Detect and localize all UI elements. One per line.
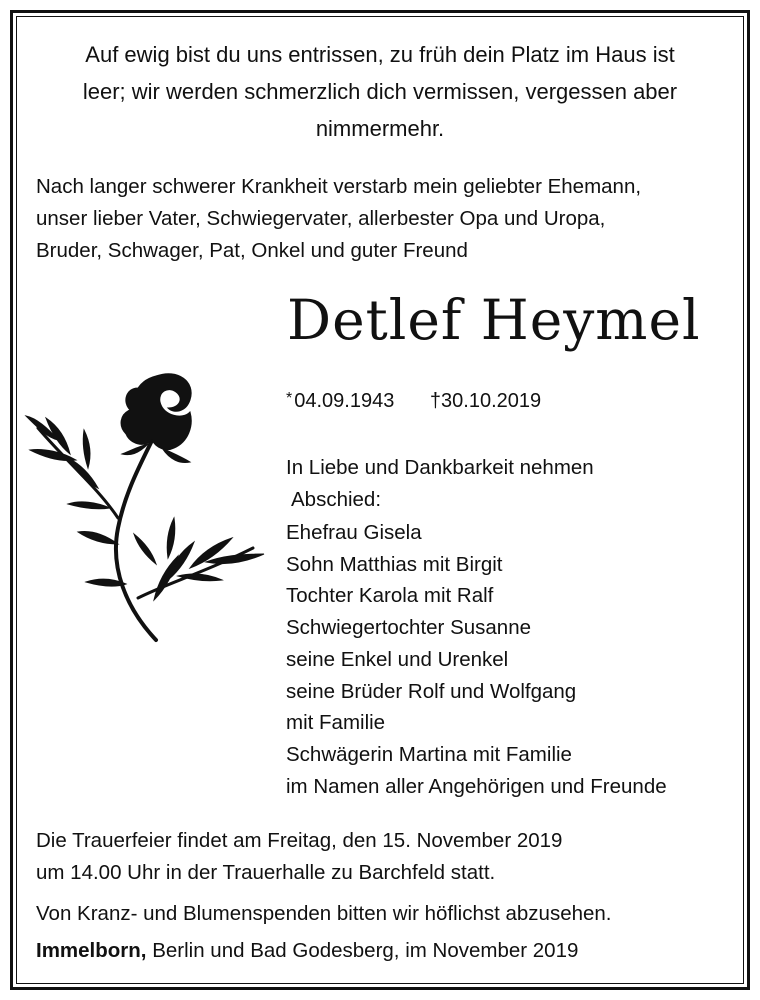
deceased-name: Detlef Heymel [287,288,701,352]
place-date-line [36,935,578,967]
family-member: seine Enkel und Urenkel [286,647,509,671]
intro-line: Nach langer schwerer Krankheit verstarb mein geliebter Ehemann, [36,175,642,198]
family-member: Schwiegertochter Susanne [286,616,532,640]
rose-icon [18,368,273,650]
flowers-note: Von Kranz- und Blumenspenden bitten wir höflichst abzusehen. [36,902,612,925]
birth-date: 04.09.1943 [294,390,395,412]
place-rest: Berlin und Bad Godesberg, im November 2019 [146,939,579,962]
farewell-line: In Liebe und Dankbarkeit nehmen [286,456,594,479]
intro-line: Bruder, Schwager, Pat, Onkel und guter Freund [36,239,468,262]
family-list [286,517,667,802]
intro-text [36,171,726,267]
verse-line: leer; wir werden schmerzlich dich vermissen, vergessen aber [82,79,678,104]
birth-symbol: * [286,390,293,407]
intro-line: unser lieber Vater, Schwiegervater, allerbester Opa und Uropa, [36,207,606,230]
service-line: Die Trauerfeier findet am Freitag, den 15. November 2019 [36,829,563,852]
farewell-line: Abschied: [291,487,382,511]
verse-line: Auf ewig bist du uns entrissen, zu früh dein Platz im Haus ist [85,42,675,67]
family-member: seine Brüder Rolf und Wolfgang [286,679,577,703]
family-member: Tochter Karola mit Ralf [286,584,494,608]
farewell-text [286,452,594,515]
family-member: Sohn Matthias mit Birgit [286,552,503,576]
service-info [36,825,562,889]
family-member: Schwägerin Martina mit Familie [286,742,572,766]
family-member: mit Familie [286,711,386,735]
death-symbol: † [429,390,442,412]
family-member: Ehefrau Gisela [286,521,422,544]
verse [40,36,720,147]
life-dates [286,385,541,415]
death-date: 30.10.2019 [441,390,542,412]
family-member: im Namen aller Angehörigen und Freunde [286,774,667,798]
verse-line: nimmermehr. [315,116,445,141]
service-line: um 14.00 Uhr in der Trauerhalle zu Barchfeld statt. [36,861,496,884]
place-town: Immelborn, [36,939,147,962]
